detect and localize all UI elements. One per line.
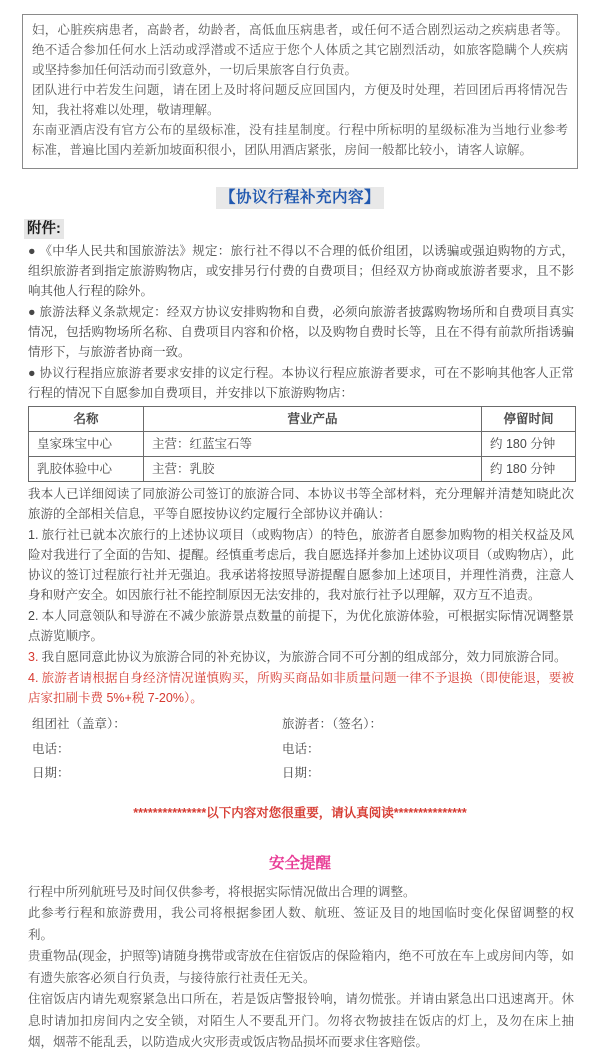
agreement-item-marker: 3. [28, 650, 39, 664]
agreement-item-marker: 4. [28, 671, 39, 685]
agreement-item [28, 525, 574, 605]
agreement-item [28, 606, 574, 646]
store-product-cell: 主营：乳胶 [144, 457, 482, 482]
safety-reminder-title: 安全提醒 [268, 854, 331, 872]
table-row [29, 432, 576, 457]
agreement-item [28, 668, 574, 708]
notice-paragraph: 团队进行中若发生问题，请在团上及时将问题反应回国内，方便及时处理，若回团后再将情况告知，我社将难以处理，敬请理解。 [32, 83, 568, 117]
section-header [0, 187, 600, 209]
agreement-item [28, 647, 574, 667]
traveler-date-label: 日期： [282, 766, 320, 780]
traveler-sign-label: 旅游者：（签名）： [282, 717, 383, 731]
shopping-stores-table [28, 406, 576, 482]
notice-paragraph: 东南亚酒店没有官方公布的星级标准，没有挂星制度。行程中所标明的星级标准为当地行业参考标准，普遍比国内差新加坡面积很小，团队用酒店紧张，房间一般都比较小，请客人谅解。 [32, 123, 568, 157]
safety-reminder-body [28, 882, 574, 1054]
agreement-item-marker: 2. [28, 609, 39, 623]
signature-row [32, 737, 600, 762]
safety-paragraph: 此参考行程和旅游费用，我公司将根据参团人数、航班、签证及目的地国临时变化保留调整的权利。 [28, 906, 574, 942]
law-bullet: ● 旅游法释义条款规定：经双方协议安排购物和自费，必须向旅游者披露购物场所和自费项目真实情况，包括购物场所名称、自费项目内容和价格，以及购物自费时长等，且在不得有前款所指诱骗情形下，与旅游者协商一致。 [28, 305, 574, 359]
organizer-date-label: 日期： [32, 766, 70, 780]
safety-paragraph: 行程中所列航班号及时间仅供参考，将根据实际情况做出合理的调整。 [28, 884, 416, 899]
table-header-row [29, 407, 576, 432]
table-header-duration: 停留时间 [482, 407, 576, 432]
store-name-cell: 乳胶体验中心 [29, 457, 144, 482]
safety-paragraph: 住宿饭店内请先观察紧急出口所在，若是饭店警报铃响，请勿慌张。并请由紧急出口迅速离开。休息时请加扣房间内之安全锁，对陌生人不要乱开门。勿将衣物披挂在饭店的灯上，及勿在床上抽烟，烟蒂不能乱丢，以防造成火灾形责或饭店物品损坏而要求住客赔偿。 [28, 992, 574, 1049]
organizer-seal-label: 组团社（盖章）： [32, 717, 126, 731]
section-title: 【协议行程补充内容】 [216, 187, 384, 209]
confirmation-intro: 我本人已详细阅读了同旅游公司签订的旅游合同、本协议书等全部材料，充分理解并清楚知晓此次旅游的全部相关信息，平等自愿按协议约定履行全部协议并确认： [28, 487, 574, 521]
table-header-name: 名称 [29, 407, 144, 432]
signature-row [32, 712, 600, 737]
law-bullet: ● 协议行程指应旅游者要求安排的议定行程。本协议行程应旅游者要求，可在不影响其他客人正常行程的情况下自愿参加自费项目，并安排以下旅游购物店： [28, 366, 574, 400]
important-notice-line: ***************以下内容对您很重要，请认真阅读*************** [133, 805, 467, 820]
table-row [29, 457, 576, 482]
agreement-body [28, 241, 574, 708]
store-duration-cell: 约 180 分钟 [482, 432, 576, 457]
signature-block [32, 712, 600, 786]
agreement-item-text: 我自愿同意此协议为旅游合同的补充协议，为旅游合同不可分割的组成部分，效力同旅游合同。 [41, 650, 567, 664]
store-name-cell: 皇家珠宝中心 [29, 432, 144, 457]
agreement-item-text: 旅行社已就本次旅行的上述协议项目（或购物店）的特色，旅游者自愿参加购物的相关权益及风险对我进行了全面的告知、提醒。经慎重考虑后，我自愿选择并参加上述协议项目（或购物店），此协议的签订过程旅行社并无强迫。我承诺将按照导游提醒自愿参加上述项目，并理性消费，注意人身和财产安全。如因旅行社不能控制原因无法安排的，我对旅行社予以理解，双方互不追责。 [28, 528, 574, 602]
agreement-item-text: 本人同意领队和导游在不减少旅游景点数量的前提下，为优化旅游体验，可根据实际情况调整景点游览顺序。 [28, 609, 574, 643]
organizer-phone-label: 电话： [32, 741, 70, 756]
notice-paragraph: 妇，心脏疾病患者，高龄者，幼龄者，高低血压病患者，或任何不适合剧烈运动之疾病患者等。绝不适合参加任何水上活动或浮潜或不适应于您个人体质之其它剧烈活动，如旅客隐瞒个人疾病或坚持参加任何活动而引致意外，一切后果旅客自行负责。 [32, 23, 568, 77]
attachment-heading [24, 219, 600, 239]
signature-row [32, 761, 600, 786]
agreement-document-page [0, 14, 600, 1049]
traveler-phone-label: 电话： [282, 741, 320, 756]
agreement-item-text: 旅游者请根据自身经济情况谨慎购买，所购买商品如非质量问题一律不予退换（即使能退，要被店家扣刷卡费 5%+税 7-20%）。 [28, 671, 574, 705]
store-product-cell: 主营：红蓝宝石等 [144, 432, 482, 457]
law-bullet: ● 《中华人民共和国旅游法》规定：旅行社不得以不合理的低价组团，以诱骗或强迫购物的方式，组织旅游者到指定旅游购物店，或安排另行付费的自费项目；但经双方协商或旅游者要求，且不影响其他人行程的除外。 [28, 244, 574, 298]
safety-paragraph: 贵重物品(现金，护照等)请随身携带或寄放在住宿饭店的保险箱内，绝不可放在车上或房间内等，如有遗失旅客必须自行负责，与接待旅行社责任无关。 [28, 949, 574, 985]
store-duration-cell: 约 180 分钟 [482, 457, 576, 482]
agreement-item-marker: 1. [28, 528, 39, 542]
health-notice-box [22, 14, 578, 169]
attachment-label: 附件: [24, 219, 64, 239]
table-header-product: 营业产品 [144, 407, 482, 432]
